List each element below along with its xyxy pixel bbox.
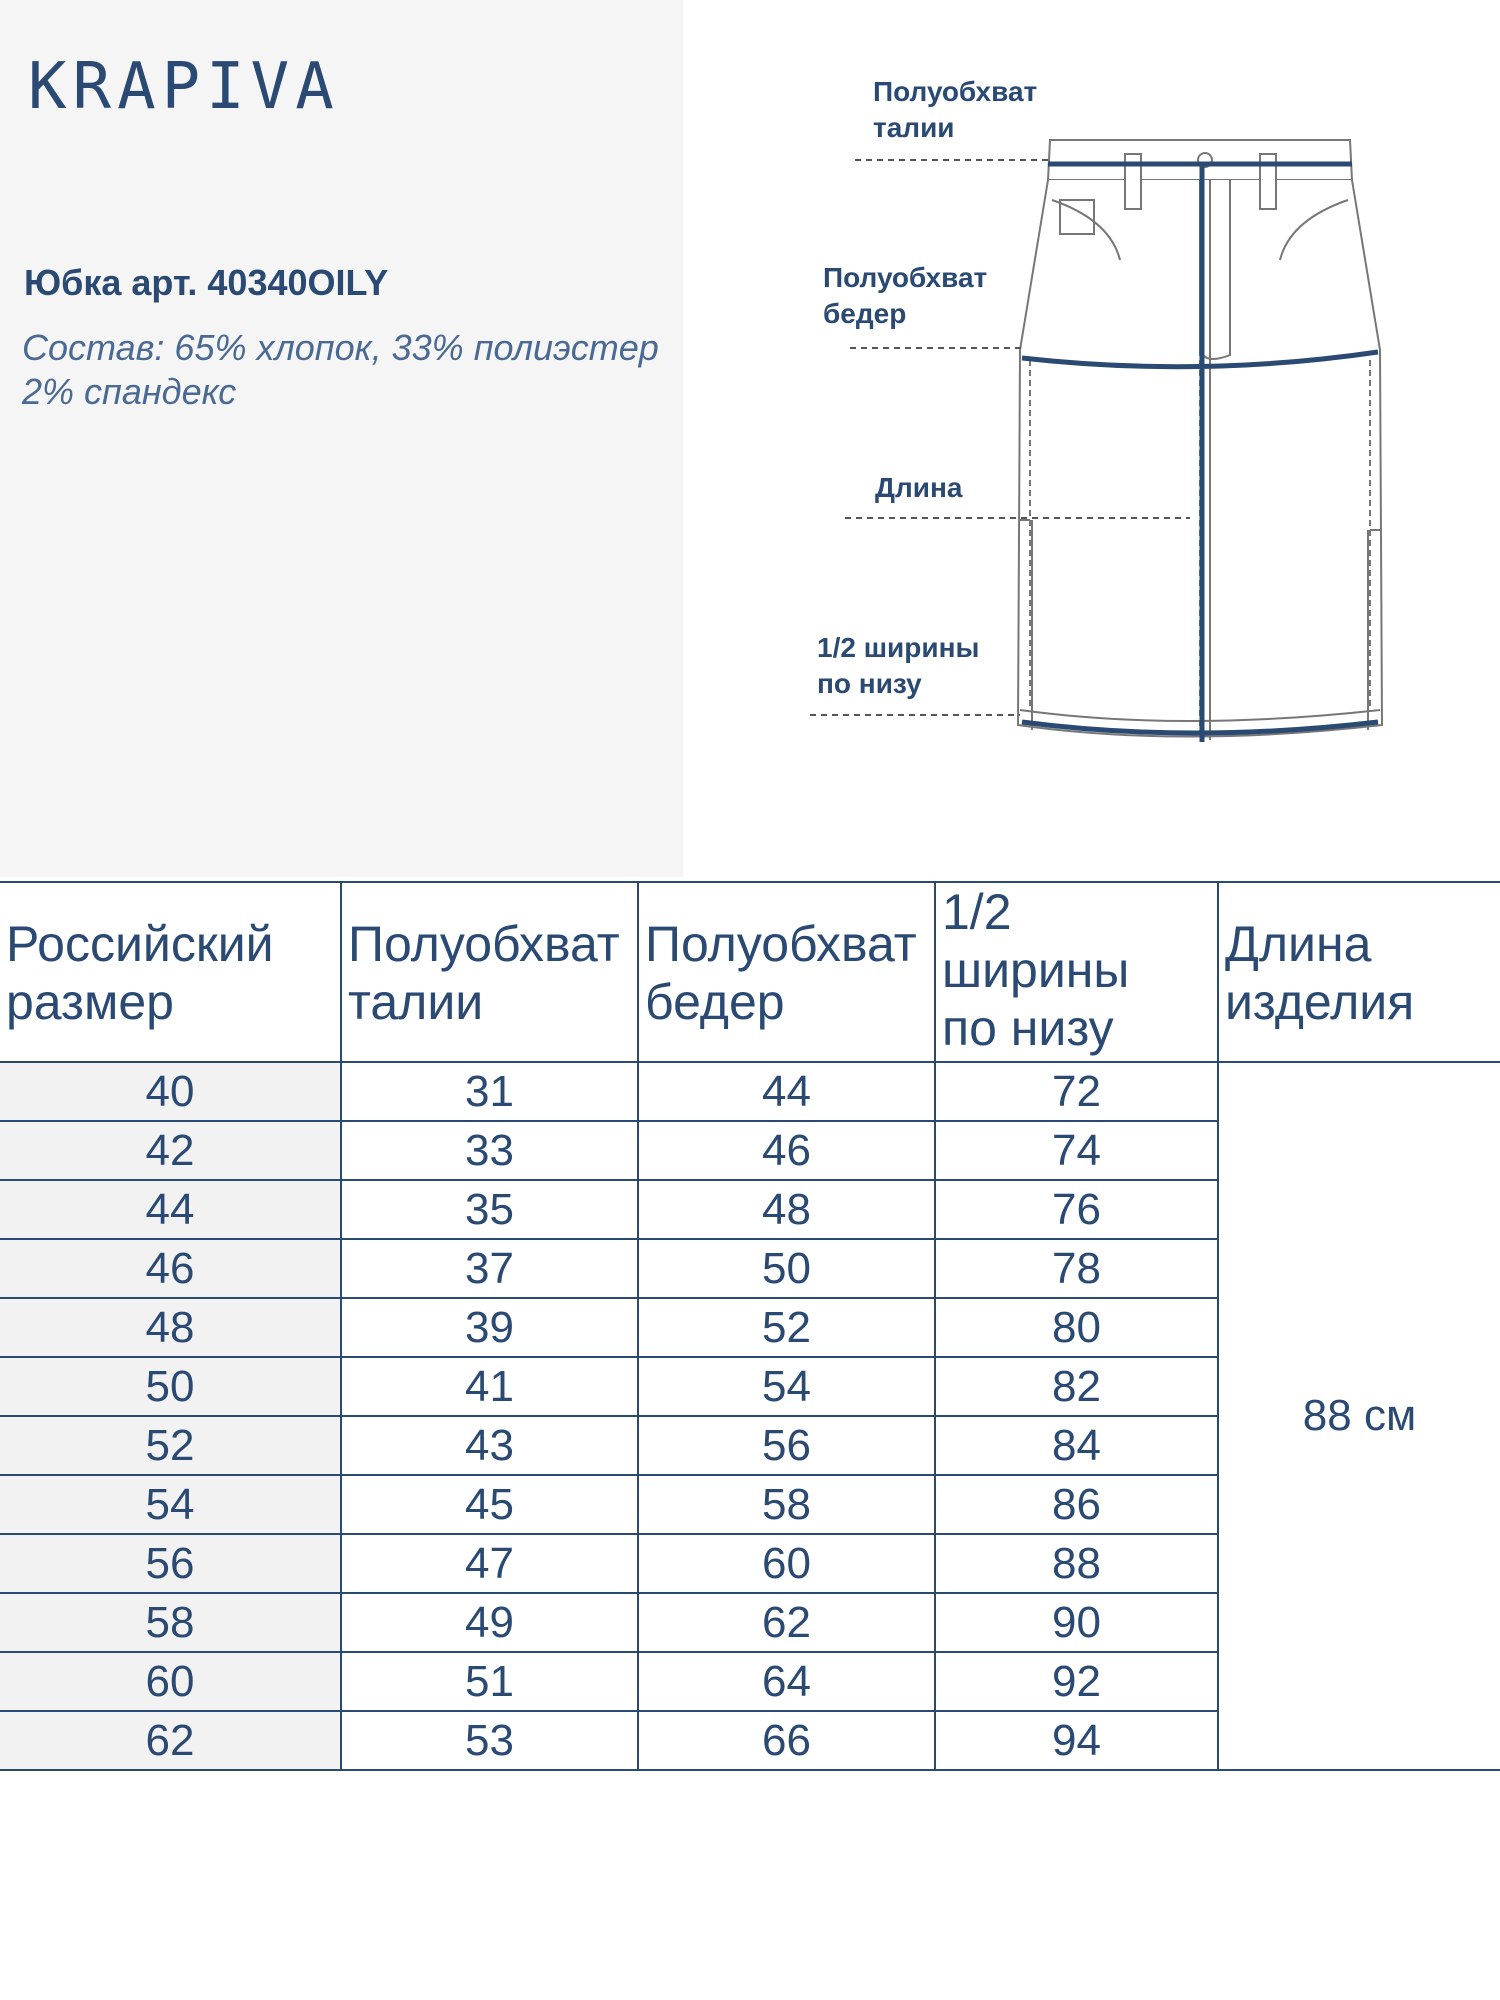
table-cell: 53 (341, 1711, 638, 1770)
header-text: 1/2 (942, 884, 1012, 940)
table-cell: 56 (0, 1534, 341, 1593)
header-length (1218, 882, 1500, 1062)
table-body (0, 1062, 1500, 1770)
table-cell: 62 (638, 1593, 935, 1652)
product-composition (22, 326, 659, 414)
table-cell: 43 (341, 1416, 638, 1475)
brand-logo: KRAPIVA (28, 50, 340, 124)
composition-line-1: Состав: 65% хлопок, 33% полиэстер (22, 327, 659, 368)
label-waist-line2: талии (873, 112, 955, 143)
table-cell: 88 (935, 1534, 1218, 1593)
table-cell: 48 (638, 1180, 935, 1239)
table-cell: 86 (935, 1475, 1218, 1534)
table-cell: 51 (341, 1652, 638, 1711)
table-cell: 84 (935, 1416, 1218, 1475)
header-hem-width (935, 882, 1218, 1062)
header-text: Длина (1225, 916, 1372, 972)
label-waist-line1: Полуобхват (873, 76, 1038, 107)
table-cell: 45 (341, 1475, 638, 1534)
header-text: размер (6, 974, 174, 1030)
table-row (0, 1062, 1500, 1121)
header-text: ширины (942, 942, 1130, 998)
table-cell: 56 (638, 1416, 935, 1475)
label-hips (823, 260, 987, 332)
table-cell: 54 (638, 1357, 935, 1416)
label-waist (873, 74, 1037, 146)
header-waist (341, 882, 638, 1062)
table-cell: 58 (0, 1593, 341, 1652)
label-length (875, 470, 962, 506)
length-cell: 88 см (1218, 1062, 1500, 1770)
table-cell: 66 (638, 1711, 935, 1770)
label-length-text: Длина (875, 472, 963, 503)
table-cell: 62 (0, 1711, 341, 1770)
table-cell: 39 (341, 1298, 638, 1357)
label-hem-line2: по низу (817, 668, 922, 699)
label-hem-line1: 1/2 ширины (817, 632, 980, 663)
table-cell: 72 (935, 1062, 1218, 1121)
table-cell: 76 (935, 1180, 1218, 1239)
header-panel (0, 0, 683, 877)
table-cell: 80 (935, 1298, 1218, 1357)
header-text: бедер (645, 974, 785, 1030)
table-cell: 35 (341, 1180, 638, 1239)
header-russian-size (0, 882, 341, 1062)
table-cell: 31 (341, 1062, 638, 1121)
composition-line-2: 2% спандекс (22, 371, 237, 412)
table-cell: 90 (935, 1593, 1218, 1652)
table-cell: 37 (341, 1239, 638, 1298)
header-text: Полуобхват (348, 916, 620, 972)
table-cell: 94 (935, 1711, 1218, 1770)
header-hips (638, 882, 935, 1062)
table-cell: 44 (638, 1062, 935, 1121)
table-cell: 52 (0, 1416, 341, 1475)
table-cell: 46 (638, 1121, 935, 1180)
skirt-measurement-diagram (790, 60, 1500, 760)
table-header-row (0, 882, 1500, 1062)
table-cell: 52 (638, 1298, 935, 1357)
table-cell: 41 (341, 1357, 638, 1416)
header-text: талии (348, 974, 484, 1030)
table-cell: 74 (935, 1121, 1218, 1180)
table-cell: 82 (935, 1357, 1218, 1416)
label-hips-line2: бедер (823, 298, 907, 329)
product-title: Юбка арт. 40340OILY (24, 262, 389, 303)
header-text: Российский (6, 916, 274, 972)
table-cell: 58 (638, 1475, 935, 1534)
table-cell: 92 (935, 1652, 1218, 1711)
size-table (0, 881, 1500, 1771)
label-hips-line1: Полуобхват (823, 262, 988, 293)
header-text: по низу (942, 1000, 1114, 1056)
table-cell: 54 (0, 1475, 341, 1534)
table-cell: 47 (341, 1534, 638, 1593)
table-cell: 49 (341, 1593, 638, 1652)
table-cell: 50 (0, 1357, 341, 1416)
table-cell: 50 (638, 1239, 935, 1298)
table-cell: 64 (638, 1652, 935, 1711)
table-cell: 33 (341, 1121, 638, 1180)
table-cell: 60 (638, 1534, 935, 1593)
table-cell: 42 (0, 1121, 341, 1180)
table-cell: 48 (0, 1298, 341, 1357)
header-text: Полуобхват (645, 916, 917, 972)
table-cell: 44 (0, 1180, 341, 1239)
table-cell: 60 (0, 1652, 341, 1711)
label-hem (817, 630, 979, 702)
header-text: изделия (1225, 974, 1415, 1030)
table-cell: 40 (0, 1062, 341, 1121)
table-cell: 78 (935, 1239, 1218, 1298)
table-cell: 46 (0, 1239, 341, 1298)
